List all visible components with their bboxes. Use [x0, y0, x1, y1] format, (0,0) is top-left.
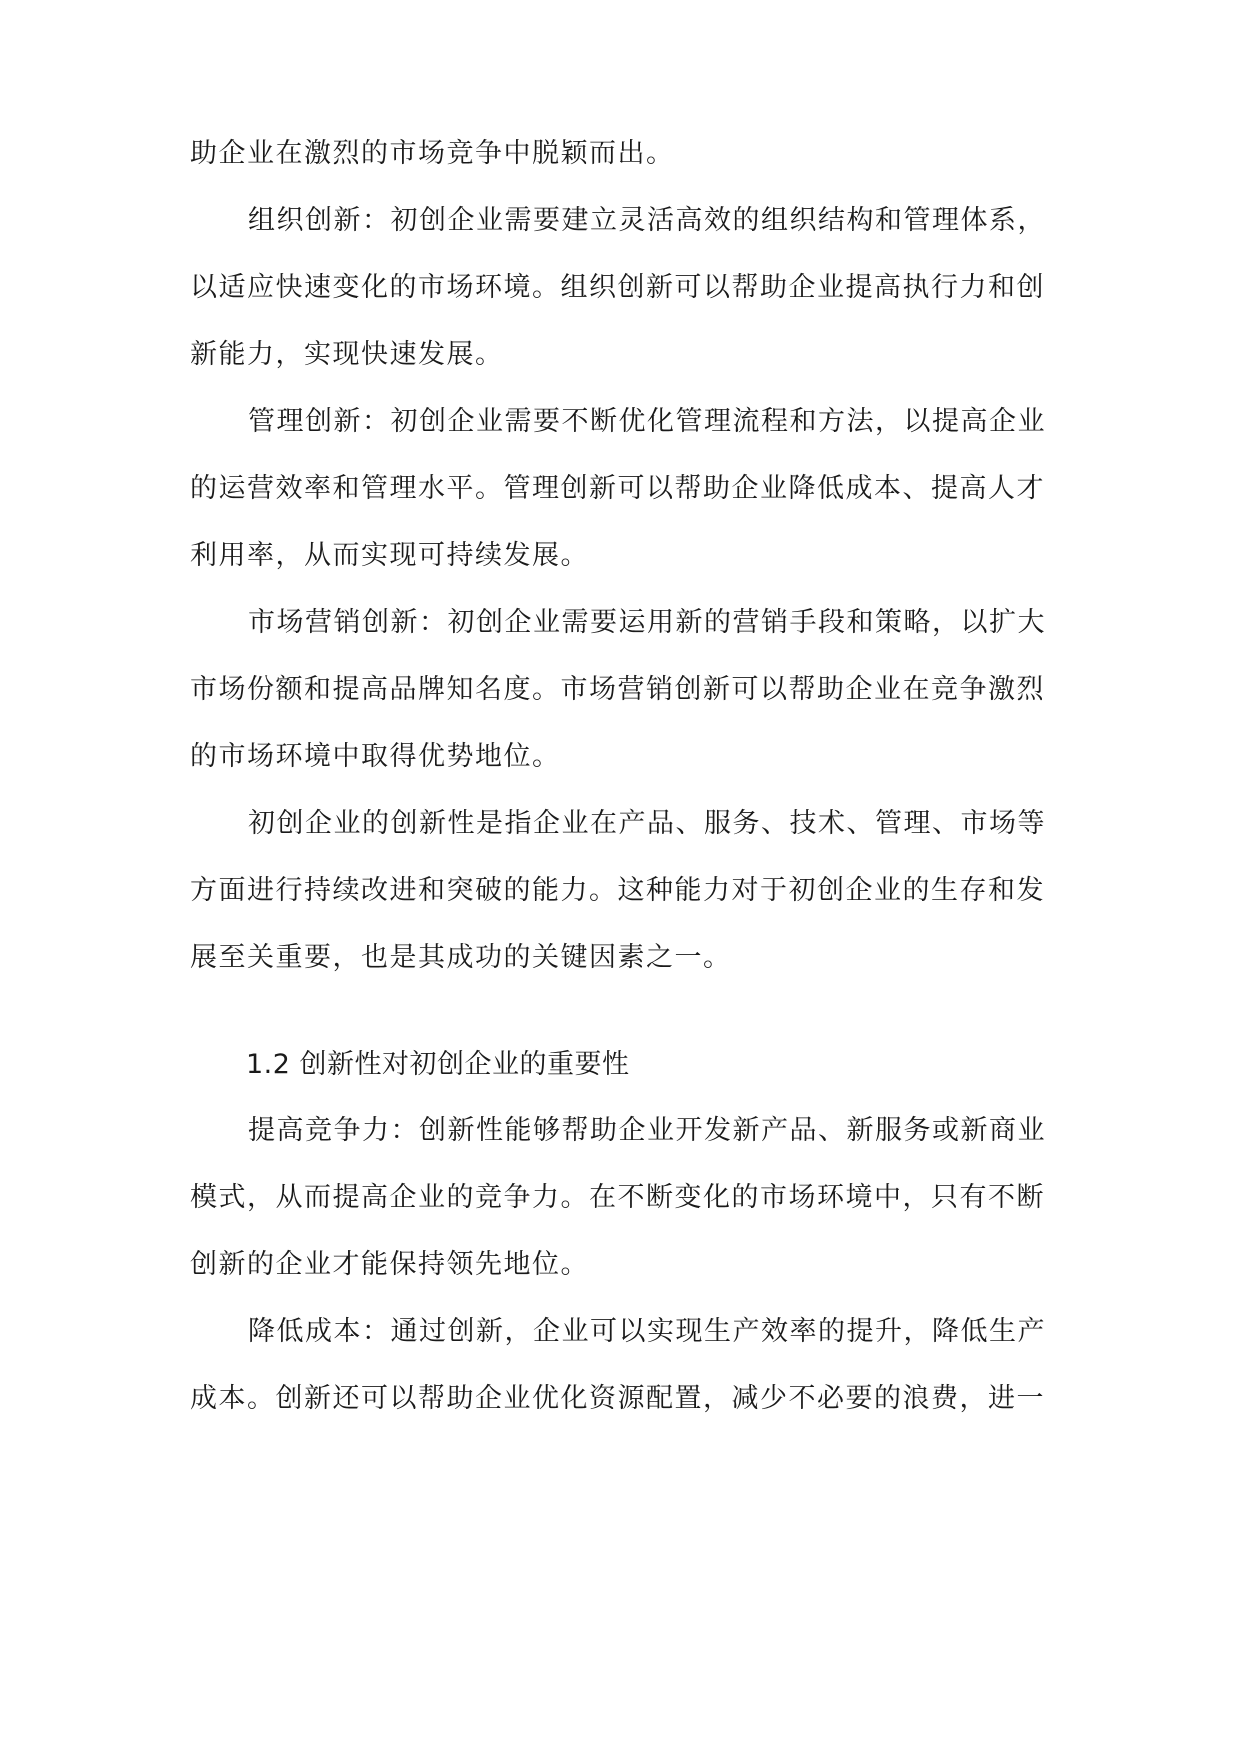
paragraph-line: 降低成本：通过创新，企业可以实现生产效率的提升，降低生产 [248, 1316, 1046, 1347]
paragraph-line: 模式，从而提高企业的竞争力。在不断变化的市场环境中，只有不断 [190, 1182, 1045, 1213]
paragraph-line: 助企业在激烈的市场竞争中脱颖而出。 [190, 138, 675, 169]
paragraph-line: 市场份额和提高品牌知名度。市场营销创新可以帮助企业在竞争激烈 [190, 674, 1045, 705]
paragraph-line: 成本。创新还可以帮助企业优化资源配置，减少不必要的浪费，进一 [190, 1383, 1045, 1414]
paragraph-line: 的运营效率和管理水平。管理创新可以帮助企业降低成本、提高人才 [190, 473, 1045, 504]
paragraph-line: 展至关重要，也是其成功的关键因素之一。 [190, 942, 732, 973]
paragraph-line: 市场营销创新：初创企业需要运用新的营销手段和策略，以扩大 [248, 607, 1046, 638]
paragraph-line: 提高竞争力：创新性能够帮助企业开发新产品、新服务或新商业 [248, 1115, 1046, 1146]
paragraph-line: 组织创新：初创企业需要建立灵活高效的组织结构和管理体系， [248, 205, 1046, 236]
paragraph-line: 初创企业的创新性是指企业在产品、服务、技术、管理、市场等 [248, 808, 1046, 839]
paragraph-line: 利用率，从而实现可持续发展。 [190, 540, 589, 571]
paragraph-line: 创新的企业才能保持领先地位。 [190, 1249, 589, 1280]
paragraph-line: 以适应快速变化的市场环境。组织创新可以帮助企业提高执行力和创 [190, 272, 1045, 303]
paragraph-line: 方面进行持续改进和突破的能力。这种能力对于初创企业的生存和发 [190, 875, 1045, 906]
paragraph-line: 的市场环境中取得优势地位。 [190, 741, 561, 772]
paragraph-line: 管理创新：初创企业需要不断优化管理流程和方法，以提高企业 [248, 406, 1046, 437]
paragraph-line: 新能力，实现快速发展。 [190, 339, 504, 370]
section-heading: 1.2 创新性对初创企业的重要性 [246, 1049, 630, 1080]
